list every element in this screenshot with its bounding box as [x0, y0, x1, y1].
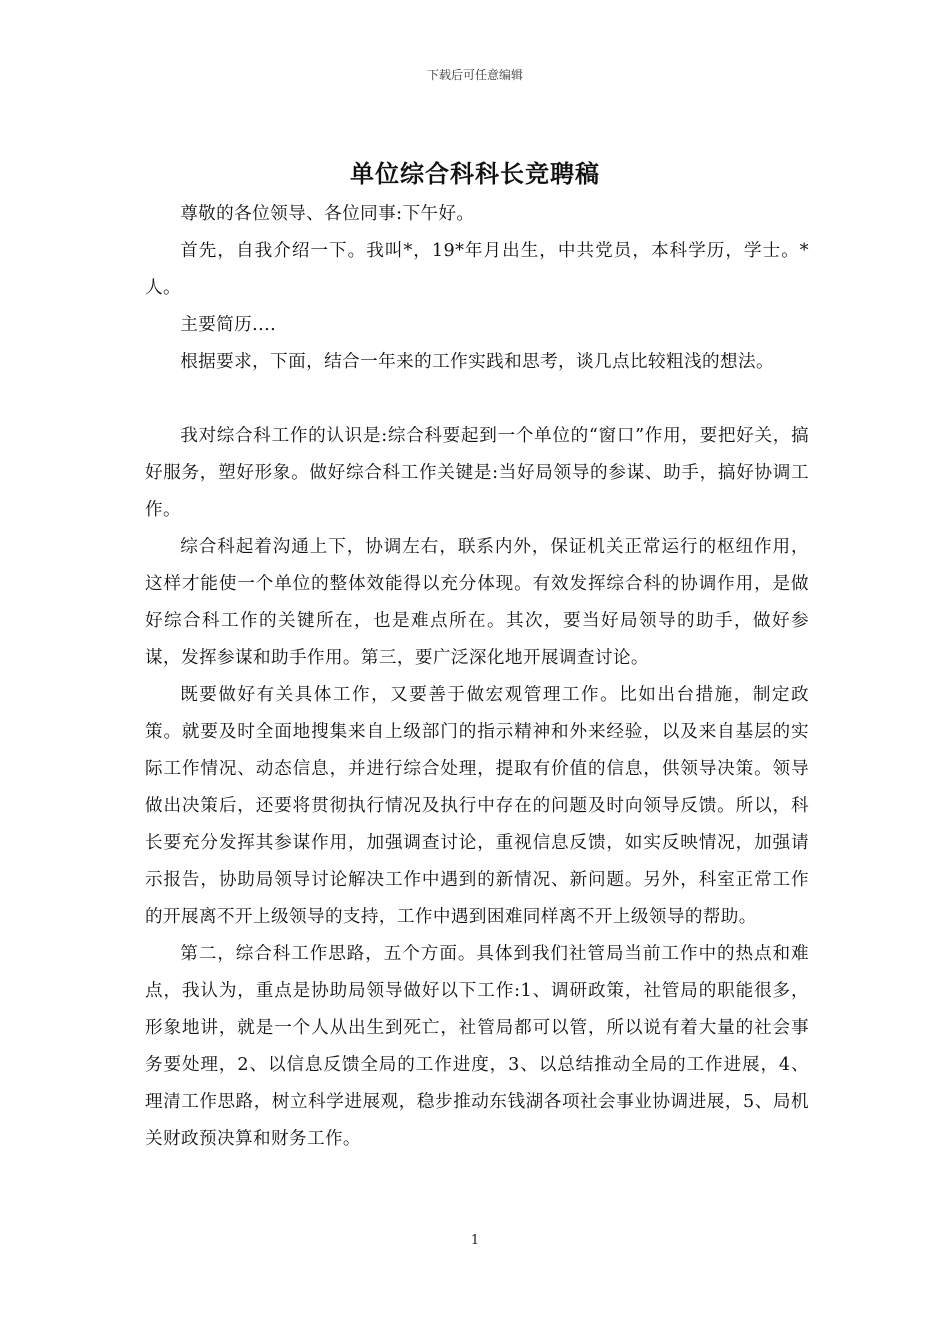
- paragraph-understanding: 我对综合科工作的认识是:综合科要起到一个单位的“窗口”作用，要把好关，搞好服务，塑好形象。做好综合科工作关键是:当好局领导的参谋、助手，搞好协调工作。: [145, 426, 809, 520]
- page-header-note: 下载后可任意编辑: [426, 68, 523, 82]
- paragraph-macro-management: 既要做好有关具体工作，又要善于做宏观管理工作。比如出台措施，制定政策。就要及时全面地搜集来自上级部门的指示精神和外来经验，以及来自基层的实际工作情况、动态信息，并进行综合处理，提取有价值的信息，供领导决策。领导做出决策后，还要将贯彻执行情况及执行中存在的问题及时向领导反馈。所以，科长要充分发挥其参谋作用，加强调查讨论，重视信息反馈，如实反映情况，加强请示报告，协助局领导讨论解决工作中遇到的新情况、新问题。另外，科室正常工作的开展离不开上级领导的支持，工作中遇到困难同样离不开上级领导的帮助。: [145, 685, 809, 927]
- paragraph-work-ideas: 第二，综合科工作思路，五个方面。具体到我们社管局当前工作中的热点和难点，我认为，重点是协助局领导做好以下工作:1、调研政策，社管局的职能很多，形象地讲，就是一个人从出生到死亡，社管局都可以管，所以说有着大量的社会事务要处理，2、以信息反馈全局的工作进度，3、以总结推动全局的工作进展，4、理清工作思路，树立科学进展观，稳步推动东钱湖各项社会事业协调进展，5、局机关财政预决算和财务工作。: [145, 944, 809, 1149]
- paragraph-intro-thoughts: 根据要求，下面，结合一年来的工作实践和思考，谈几点比较粗浅的想法。: [180, 352, 774, 372]
- paragraph-spacer: [145, 381, 809, 418]
- page-number: 1: [470, 1233, 480, 1248]
- paragraph-self-introduction: 首先，自我介绍一下。我叫*，19*年月出生，中共党员，本科学历，学士。*人。: [145, 241, 809, 298]
- document-body: [145, 196, 809, 1158]
- paragraph-resume: 主要简历....: [180, 315, 277, 335]
- paragraph-coordination: 综合科起着沟通上下，协调左右，联系内外，保证机关正常运行的枢纽作用，这样才能使一个单位的整体效能得以充分体现。有效发挥综合科的协调作用，是做好综合科工作的关键所在，也是难点所在。其次，要当好局领导的助手，做好参谋，发挥参谋和助手作用。第三，要广泛深化地开展调查讨论。: [145, 537, 809, 668]
- document-title: 单位综合科科长竞聘稿: [350, 160, 600, 188]
- paragraph-greeting: 尊敬的各位领导、各位同事:下午好。: [180, 204, 475, 224]
